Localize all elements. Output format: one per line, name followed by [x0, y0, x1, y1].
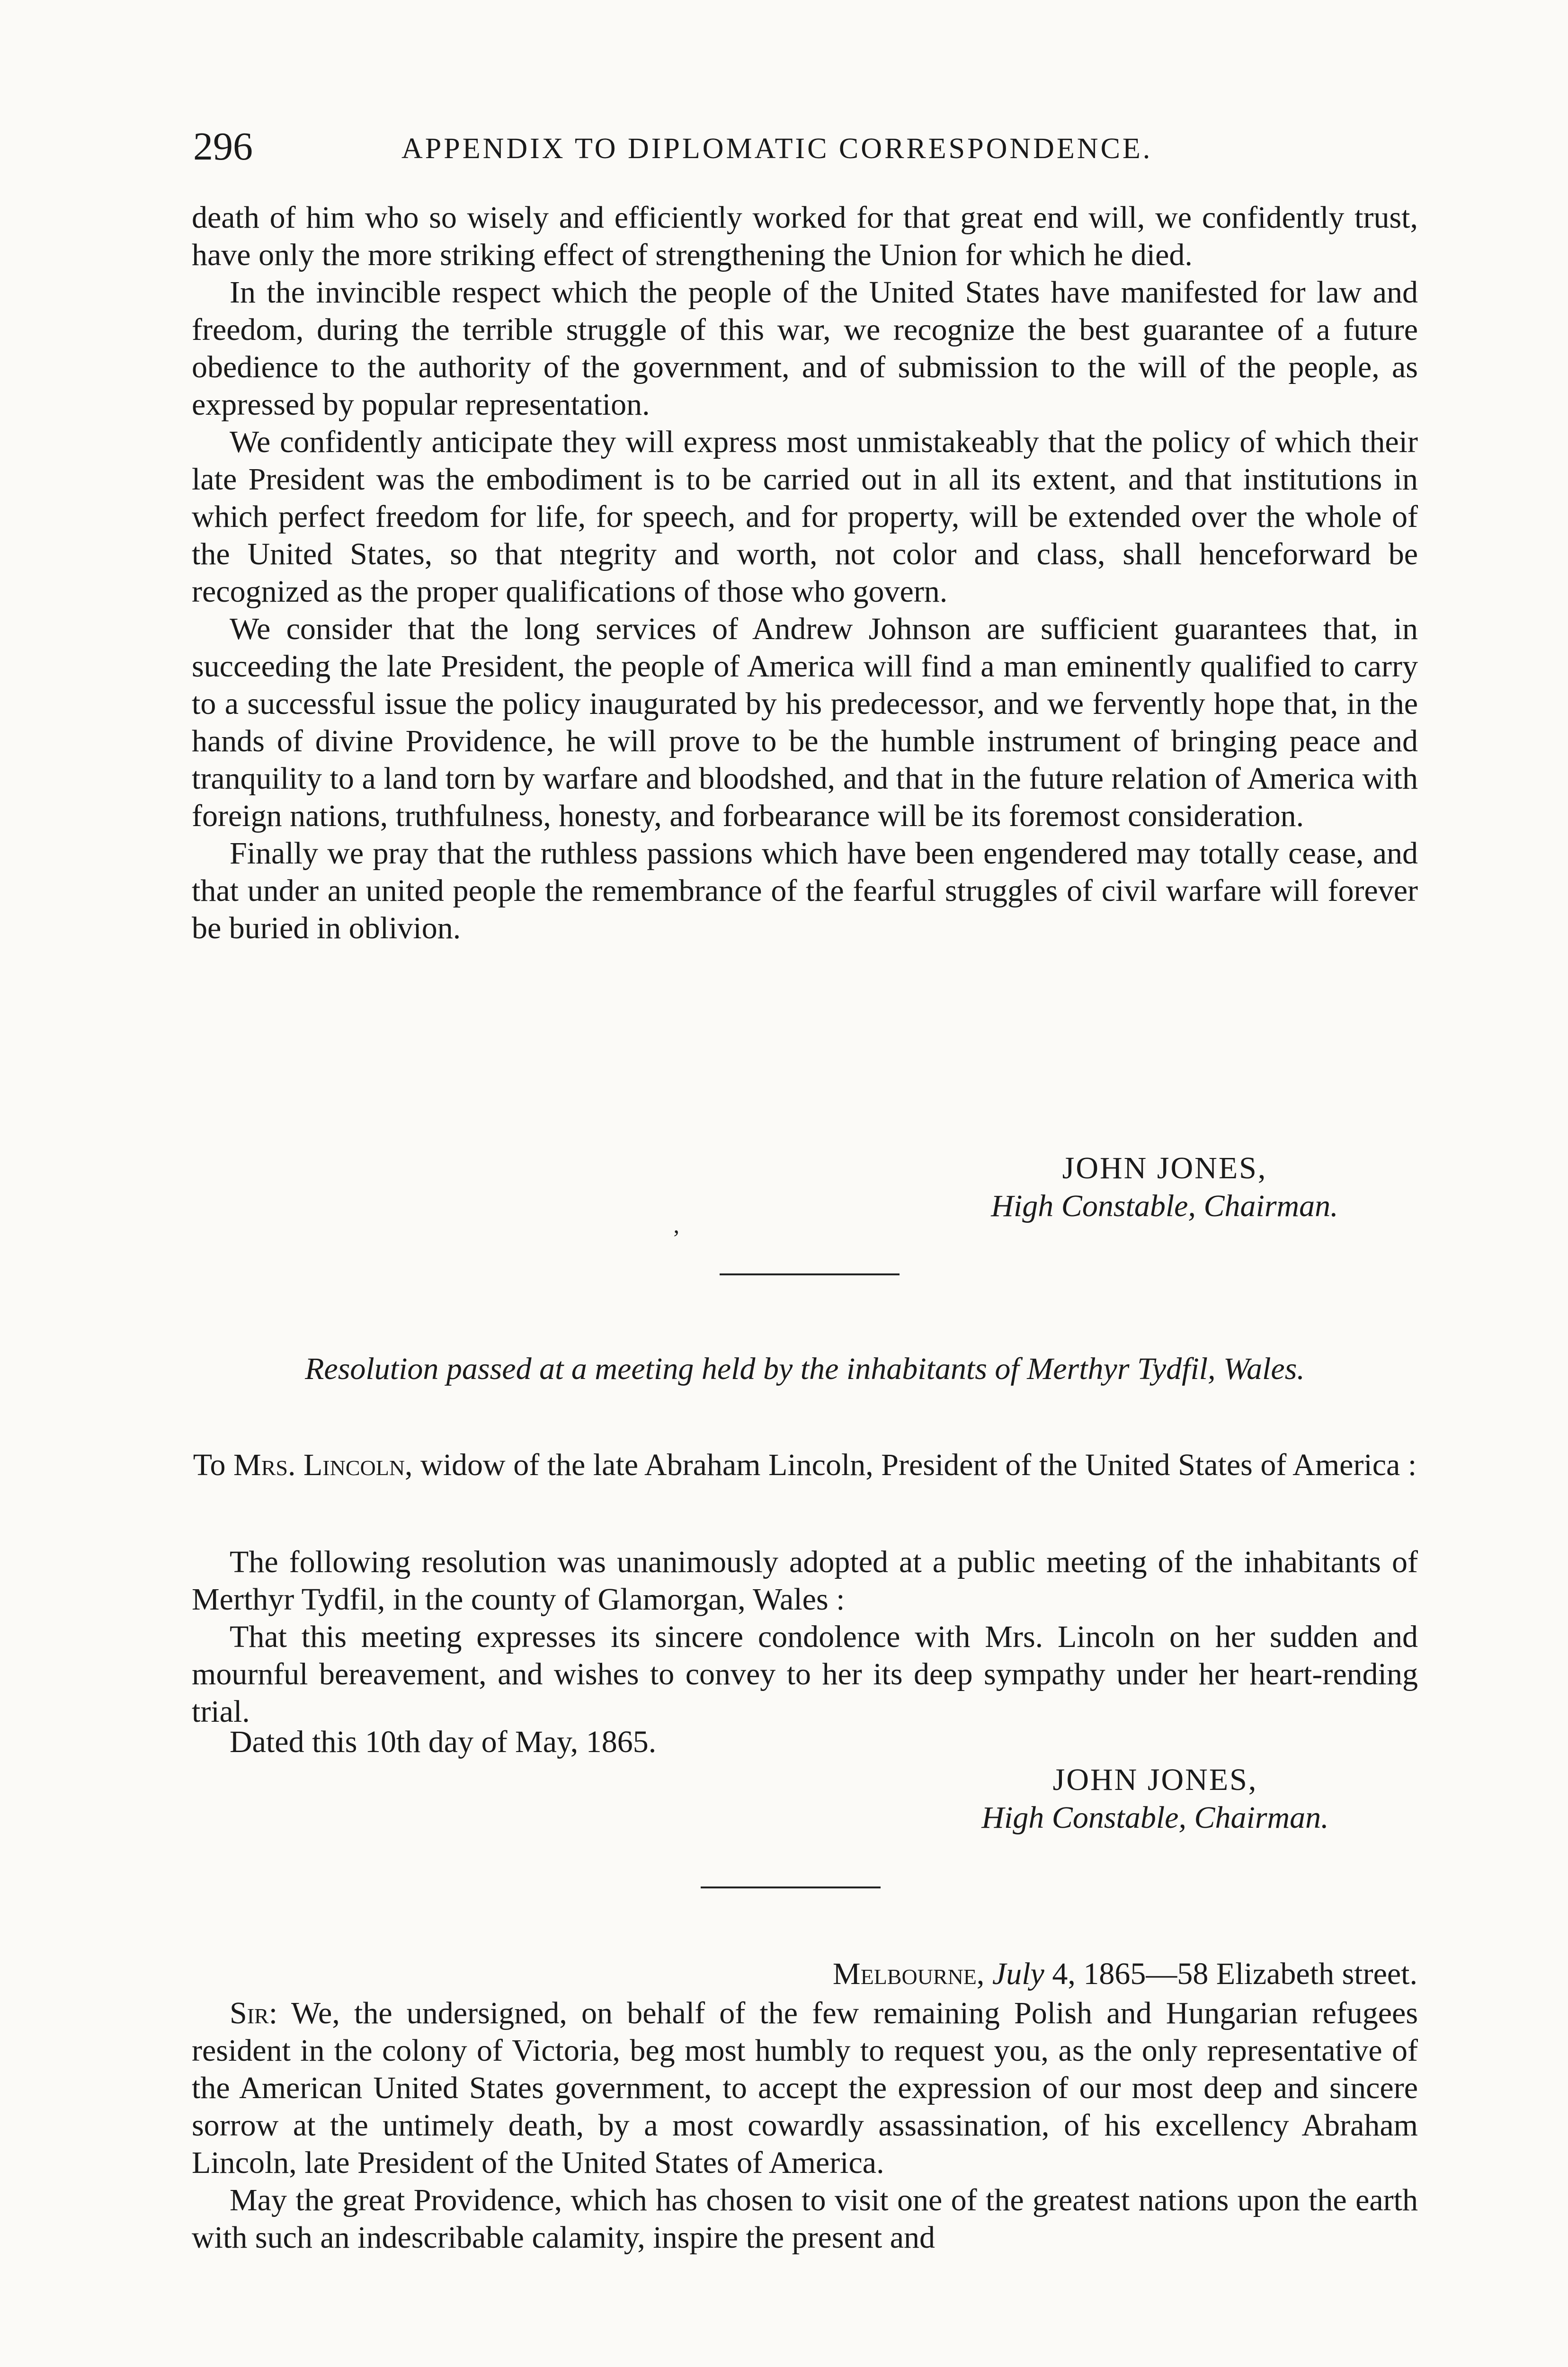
address-prefix: To: [193, 1448, 234, 1482]
section2-paragraph: That this meeting expresses its sincere condolence with Mrs. Lincoln on her sudden and mournful bereavement, and wishes to convey to her its deep sympathy under her heart-rending trial.: [192, 1620, 1418, 1729]
dateline-rest: 4, 1865—58 Elizabeth street.: [1044, 1957, 1417, 1991]
address-name: Mrs. Lincoln: [233, 1448, 405, 1482]
section1-paragraph: We confidently anticipate they will express most unmistakeably that the policy of which their late President was the embodiment is to be carried out in all its extent, and that institutions in which perfect freedom for life, for speech, and for property, will be extended over the whole of the United States, so that ntegrity and worth, not color and class, shall henceforward be recognized as the proper qualifications of those who govern.: [192, 425, 1418, 609]
section2-paragraph: The following resolution was unanimously adopted at a public meeting of the inhabitants of Merthyr Tydfil, in the county of Glamorgan, Wales :: [192, 1545, 1418, 1617]
dateline-month: July: [992, 1957, 1044, 1991]
section-divider-rule: [701, 1886, 881, 1888]
salutation: Sir: [230, 1996, 269, 2030]
signatory-title: High Constable, Chairman.: [991, 1189, 1338, 1223]
dated-line: Dated this 10th day of May, 1865.: [230, 1725, 657, 1759]
melbourne-dateline: Melbourne, July 4, 1865—58 Elizabeth street.: [832, 1957, 1417, 1991]
ink-speck-mark: ʼ: [672, 1225, 680, 1251]
section3-paragraph-text: : We, the undersigned, on behalf of the few remaining Polish and Hungarian refugees resident in the colony of Victoria, beg most humbly to request you, as the only representative of the American United States government, to accept the expression of our most deep and sincere sorrow at the untimely death, by a most cowardly assassination, of his excellency Abraham Lincoln, late President of the United States of America.: [192, 1996, 1418, 2180]
signatory-name: JOHN JONES,: [1062, 1151, 1267, 1185]
section1-body: [192, 199, 1418, 947]
signatory-name: JOHN JONES,: [1052, 1762, 1258, 1797]
section2-body: [192, 1543, 1418, 1730]
section3-body: [192, 1994, 1418, 2256]
running-head: [193, 118, 1415, 175]
section2-address: [192, 1446, 1418, 1484]
section1-paragraph: In the invincible respect which the people of the United States have manifested for law and freedom, during the terrible struggle of this war, we recognize the best guarantee of a future obedience to the authority of the government, and of submission to the will of the people, as expressed by popular representation.: [192, 275, 1418, 422]
address-rest: , widow of the late Abraham Lincoln, President of the United States of America :: [405, 1448, 1417, 1482]
signatory-title: High Constable, Chairman.: [981, 1800, 1329, 1835]
section3-paragraph: May the great Providence, which has chosen to visit one of the greatest nations upon the earth with such an indescribable calamity, inspire the present and: [192, 2183, 1418, 2255]
section2-signature: [942, 1761, 1368, 1837]
section3-paragraph: [192, 1994, 1418, 2181]
running-head-title: APPENDIX TO DIPLOMATIC CORRESPONDENCE.: [401, 133, 1153, 165]
section1-signature: [971, 1149, 1359, 1225]
section1-paragraph: death of him who so wisely and efficiently worked for that great end will, we confidently trust, have only the more striking effect of strengthening the Union for which he died.: [192, 200, 1418, 272]
page-number: 296: [193, 125, 253, 169]
section1-paragraph: We consider that the long services of Andrew Johnson are sufficient guarantees that, in succeeding the late President, the people of America will find a man eminently qualified to carry to a successful issue the policy inaugurated by his predecessor, and we fervently hope that, in the hands of divine Providence, he will prove to be the humble instrument of bringing peace and tranquility to a land torn by warfare and bloodshed, and that in the future relation of America with foreign nations, truthfulness, honesty, and forbearance will be its foremost consideration.: [192, 612, 1418, 833]
dateline-place: Melbourne: [832, 1957, 977, 1991]
section2-heading: Resolution passed at a meeting held by the inhabitants of Merthyr Tydfil, Wales.: [305, 1352, 1305, 1386]
section-divider-rule: [720, 1273, 900, 1275]
section1-paragraph: Finally we pray that the ruthless passions which have been engendered may totally cease, and that under an united people the remembrance of the fearful struggles of civil warfare will forever be buried in oblivion.: [192, 836, 1418, 945]
